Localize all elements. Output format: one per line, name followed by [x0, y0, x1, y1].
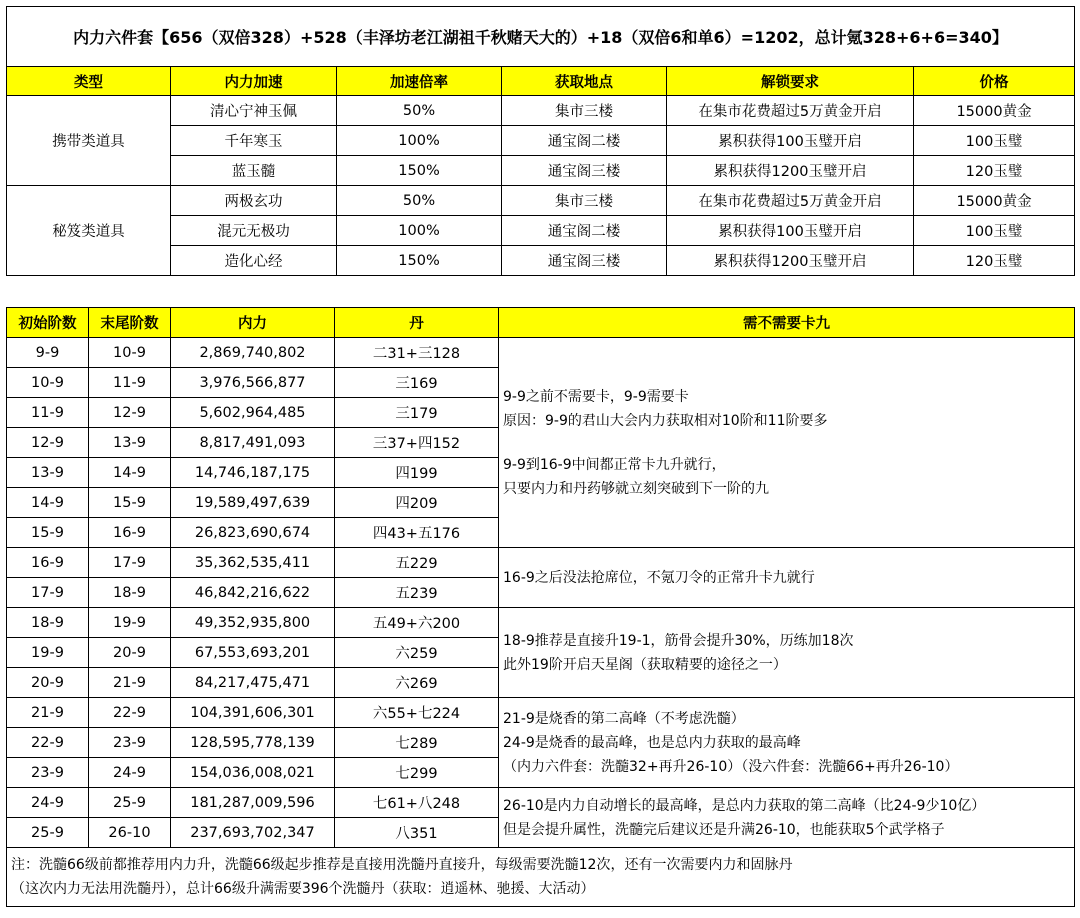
note-cell [499, 788, 1075, 848]
item-name-cell: 两极玄功 [171, 186, 337, 216]
end-level-cell: 26-10 [89, 818, 171, 848]
header-end-level: 末尾阶数 [89, 308, 171, 338]
table-row [7, 608, 1075, 638]
neili-cell: 104,391,606,301 [171, 698, 335, 728]
pill-cell: 七289 [335, 728, 499, 758]
note-cell [499, 698, 1075, 788]
header-need-card-nine: 需不需要卡九 [499, 308, 1075, 338]
unlock-cell: 在集市花费超过5万黄金开启 [667, 186, 914, 216]
note-line: 18-9推荐是直接升19-1，筋骨会提升30%，历练加18次 [503, 632, 854, 649]
start-level-cell: 22-9 [7, 728, 89, 758]
unlock-cell: 累积获得1200玉璧开启 [667, 156, 914, 186]
pill-cell: 六55+七224 [335, 698, 499, 728]
note-cell [499, 338, 1075, 548]
rate-cell: 150% [337, 246, 502, 276]
end-level-cell: 14-9 [89, 458, 171, 488]
end-level-cell: 19-9 [89, 608, 171, 638]
unlock-cell: 在集市花费超过5万黄金开启 [667, 96, 914, 126]
start-level-cell: 9-9 [7, 338, 89, 368]
end-level-cell: 23-9 [89, 728, 171, 758]
unlock-cell: 累积获得1200玉璧开启 [667, 246, 914, 276]
rate-cell: 150% [337, 156, 502, 186]
location-cell: 通宝阁三楼 [502, 246, 667, 276]
unlock-cell: 累积获得100玉璧开启 [667, 216, 914, 246]
neili-cell: 84,217,475,471 [171, 668, 335, 698]
table-header-row [7, 67, 1075, 96]
note-line: 24-9是烧香的最高峰，也是总内力获取的最高峰 [503, 734, 801, 751]
pill-cell: 四43+五176 [335, 518, 499, 548]
price-cell: 15000黄金 [914, 186, 1075, 216]
pill-cell: 三179 [335, 398, 499, 428]
neili-cell: 35,362,535,411 [171, 548, 335, 578]
note-line: 原因：9-9的君山大会内力获取相对10阶和11阶要多 [503, 412, 828, 429]
neili-cell: 3,976,566,877 [171, 368, 335, 398]
note-line: 26-10是内力自动增长的最高峰，是总内力获取的第二高峰（比24-9少10亿） [503, 797, 986, 814]
table-row [7, 338, 1075, 368]
neili-cell: 181,287,009,596 [171, 788, 335, 818]
start-level-cell: 23-9 [7, 758, 89, 788]
location-cell: 通宝阁二楼 [502, 216, 667, 246]
note-line: 只要内力和丹药够就立刻突破到下一阶的九 [503, 480, 769, 497]
end-level-cell: 10-9 [89, 338, 171, 368]
start-level-cell: 20-9 [7, 668, 89, 698]
start-level-cell: 11-9 [7, 398, 89, 428]
end-level-cell: 15-9 [89, 488, 171, 518]
neili-cell: 2,869,740,802 [171, 338, 335, 368]
neili-cell: 19,589,497,639 [171, 488, 335, 518]
pill-cell: 五239 [335, 578, 499, 608]
neili-cell: 8,817,491,093 [171, 428, 335, 458]
neili-cell: 237,693,702,347 [171, 818, 335, 848]
start-level-cell: 13-9 [7, 458, 89, 488]
pill-cell: 七61+八248 [335, 788, 499, 818]
neili-cell: 14,746,187,175 [171, 458, 335, 488]
header-start-level: 初始阶数 [7, 308, 89, 338]
end-level-cell: 18-9 [89, 578, 171, 608]
end-level-cell: 17-9 [89, 548, 171, 578]
neili-cell: 26,823,690,674 [171, 518, 335, 548]
footer-note [7, 848, 1075, 907]
rate-cell: 100% [337, 216, 502, 246]
neili-cell: 128,595,778,139 [171, 728, 335, 758]
footer-line-2: （这次内力无法用洗髓丹），总计66级升满需要396个洗髓丹（获取：逍遥林、驰援、大活动） [11, 881, 595, 897]
neili-cell: 67,553,693,201 [171, 638, 335, 668]
end-level-cell: 12-9 [89, 398, 171, 428]
pill-cell: 二31+三128 [335, 338, 499, 368]
item-name-cell: 清心宁神玉佩 [171, 96, 337, 126]
item-type-cell: 携带类道具 [7, 96, 171, 186]
start-level-cell: 24-9 [7, 788, 89, 818]
note-line: 但是会提升属性，洗髓完后建议还是升满26-10，也能获取5个武学格子 [503, 821, 945, 838]
location-cell: 集市三楼 [502, 186, 667, 216]
note-line: 9-9之前不需要卡，9-9需要卡 [503, 388, 689, 405]
footer-line-1: 注：洗髓66级前都推荐用内力升，洗髓66级起步推荐是直接用洗髓丹直接升，每级需要洗髓12次，还有一次需要内力和固脉丹 [11, 857, 793, 873]
table-title: 内力六件套【656（双倍328）+528（丰泽坊老江湖祖千秋赌天大的）+18（双倍6和单6）=1202，总计氪328+6+6=340】 [7, 7, 1075, 67]
item-name-cell: 蓝玉髓 [171, 156, 337, 186]
price-cell: 100玉璧 [914, 216, 1075, 246]
location-cell: 通宝阁二楼 [502, 126, 667, 156]
pill-cell: 六259 [335, 638, 499, 668]
pill-cell: 五49+六200 [335, 608, 499, 638]
table-row [7, 548, 1075, 578]
neili-cell: 154,036,008,021 [171, 758, 335, 788]
item-name-cell: 造化心经 [171, 246, 337, 276]
unlock-cell: 累积获得100玉璧开启 [667, 126, 914, 156]
item-type-cell: 秘笈类道具 [7, 186, 171, 276]
table-row [7, 698, 1075, 728]
start-level-cell: 19-9 [7, 638, 89, 668]
table-row [7, 96, 1075, 126]
rate-cell: 50% [337, 96, 502, 126]
pill-cell: 三37+四152 [335, 428, 499, 458]
end-level-cell: 11-9 [89, 368, 171, 398]
price-cell: 100玉璧 [914, 126, 1075, 156]
price-cell: 120玉璧 [914, 246, 1075, 276]
price-cell: 120玉璧 [914, 156, 1075, 186]
note-line: 16-9之后没法抢席位，不氪刀令的正常升卡九就行 [503, 569, 815, 586]
end-level-cell: 24-9 [89, 758, 171, 788]
start-level-cell: 14-9 [7, 488, 89, 518]
end-level-cell: 16-9 [89, 518, 171, 548]
header-neili: 内力 [171, 308, 335, 338]
header-price: 价格 [914, 67, 1075, 96]
location-cell: 通宝阁三楼 [502, 156, 667, 186]
location-cell: 集市三楼 [502, 96, 667, 126]
price-cell: 15000黄金 [914, 96, 1075, 126]
header-rate: 加速倍率 [337, 67, 502, 96]
start-level-cell: 16-9 [7, 548, 89, 578]
end-level-cell: 25-9 [89, 788, 171, 818]
header-location: 获取地点 [502, 67, 667, 96]
start-level-cell: 17-9 [7, 578, 89, 608]
end-level-cell: 21-9 [89, 668, 171, 698]
header-speed: 内力加速 [171, 67, 337, 96]
item-name-cell: 混元无极功 [171, 216, 337, 246]
start-level-cell: 21-9 [7, 698, 89, 728]
pill-cell: 四209 [335, 488, 499, 518]
header-pill: 丹 [335, 308, 499, 338]
header-type: 类型 [7, 67, 171, 96]
table-row [7, 186, 1075, 216]
note-line: 21-9是烧香的第二高峰（不考虑洗髓） [503, 710, 745, 727]
neili-item-table [6, 6, 1075, 276]
start-level-cell: 18-9 [7, 608, 89, 638]
start-level-cell: 12-9 [7, 428, 89, 458]
pill-cell: 七299 [335, 758, 499, 788]
neili-cell: 5,602,964,485 [171, 398, 335, 428]
neili-cell: 49,352,935,800 [171, 608, 335, 638]
pill-cell: 四199 [335, 458, 499, 488]
end-level-cell: 13-9 [89, 428, 171, 458]
table-header-row [7, 308, 1075, 338]
start-level-cell: 25-9 [7, 818, 89, 848]
pill-cell: 六269 [335, 668, 499, 698]
rate-cell: 100% [337, 126, 502, 156]
note-line: 此外19阶开启天星阁（获取精要的途径之一） [503, 656, 787, 673]
end-level-cell: 22-9 [89, 698, 171, 728]
pill-cell: 五229 [335, 548, 499, 578]
header-unlock: 解锁要求 [667, 67, 914, 96]
pill-cell: 八351 [335, 818, 499, 848]
end-level-cell: 20-9 [89, 638, 171, 668]
note-line: 9-9到16-9中间都正常卡九升就行， [503, 456, 726, 473]
item-name-cell: 千年寒玉 [171, 126, 337, 156]
neili-cell: 46,842,216,622 [171, 578, 335, 608]
note-cell [499, 548, 1075, 608]
start-level-cell: 10-9 [7, 368, 89, 398]
start-level-cell: 15-9 [7, 518, 89, 548]
note-cell [499, 608, 1075, 698]
table-row [7, 788, 1075, 818]
rate-cell: 50% [337, 186, 502, 216]
pill-cell: 三169 [335, 368, 499, 398]
note-line: （内力六件套：洗髓32+再升26-10）（没六件套：洗髓66+再升26-10） [503, 758, 959, 775]
level-table [6, 307, 1075, 907]
